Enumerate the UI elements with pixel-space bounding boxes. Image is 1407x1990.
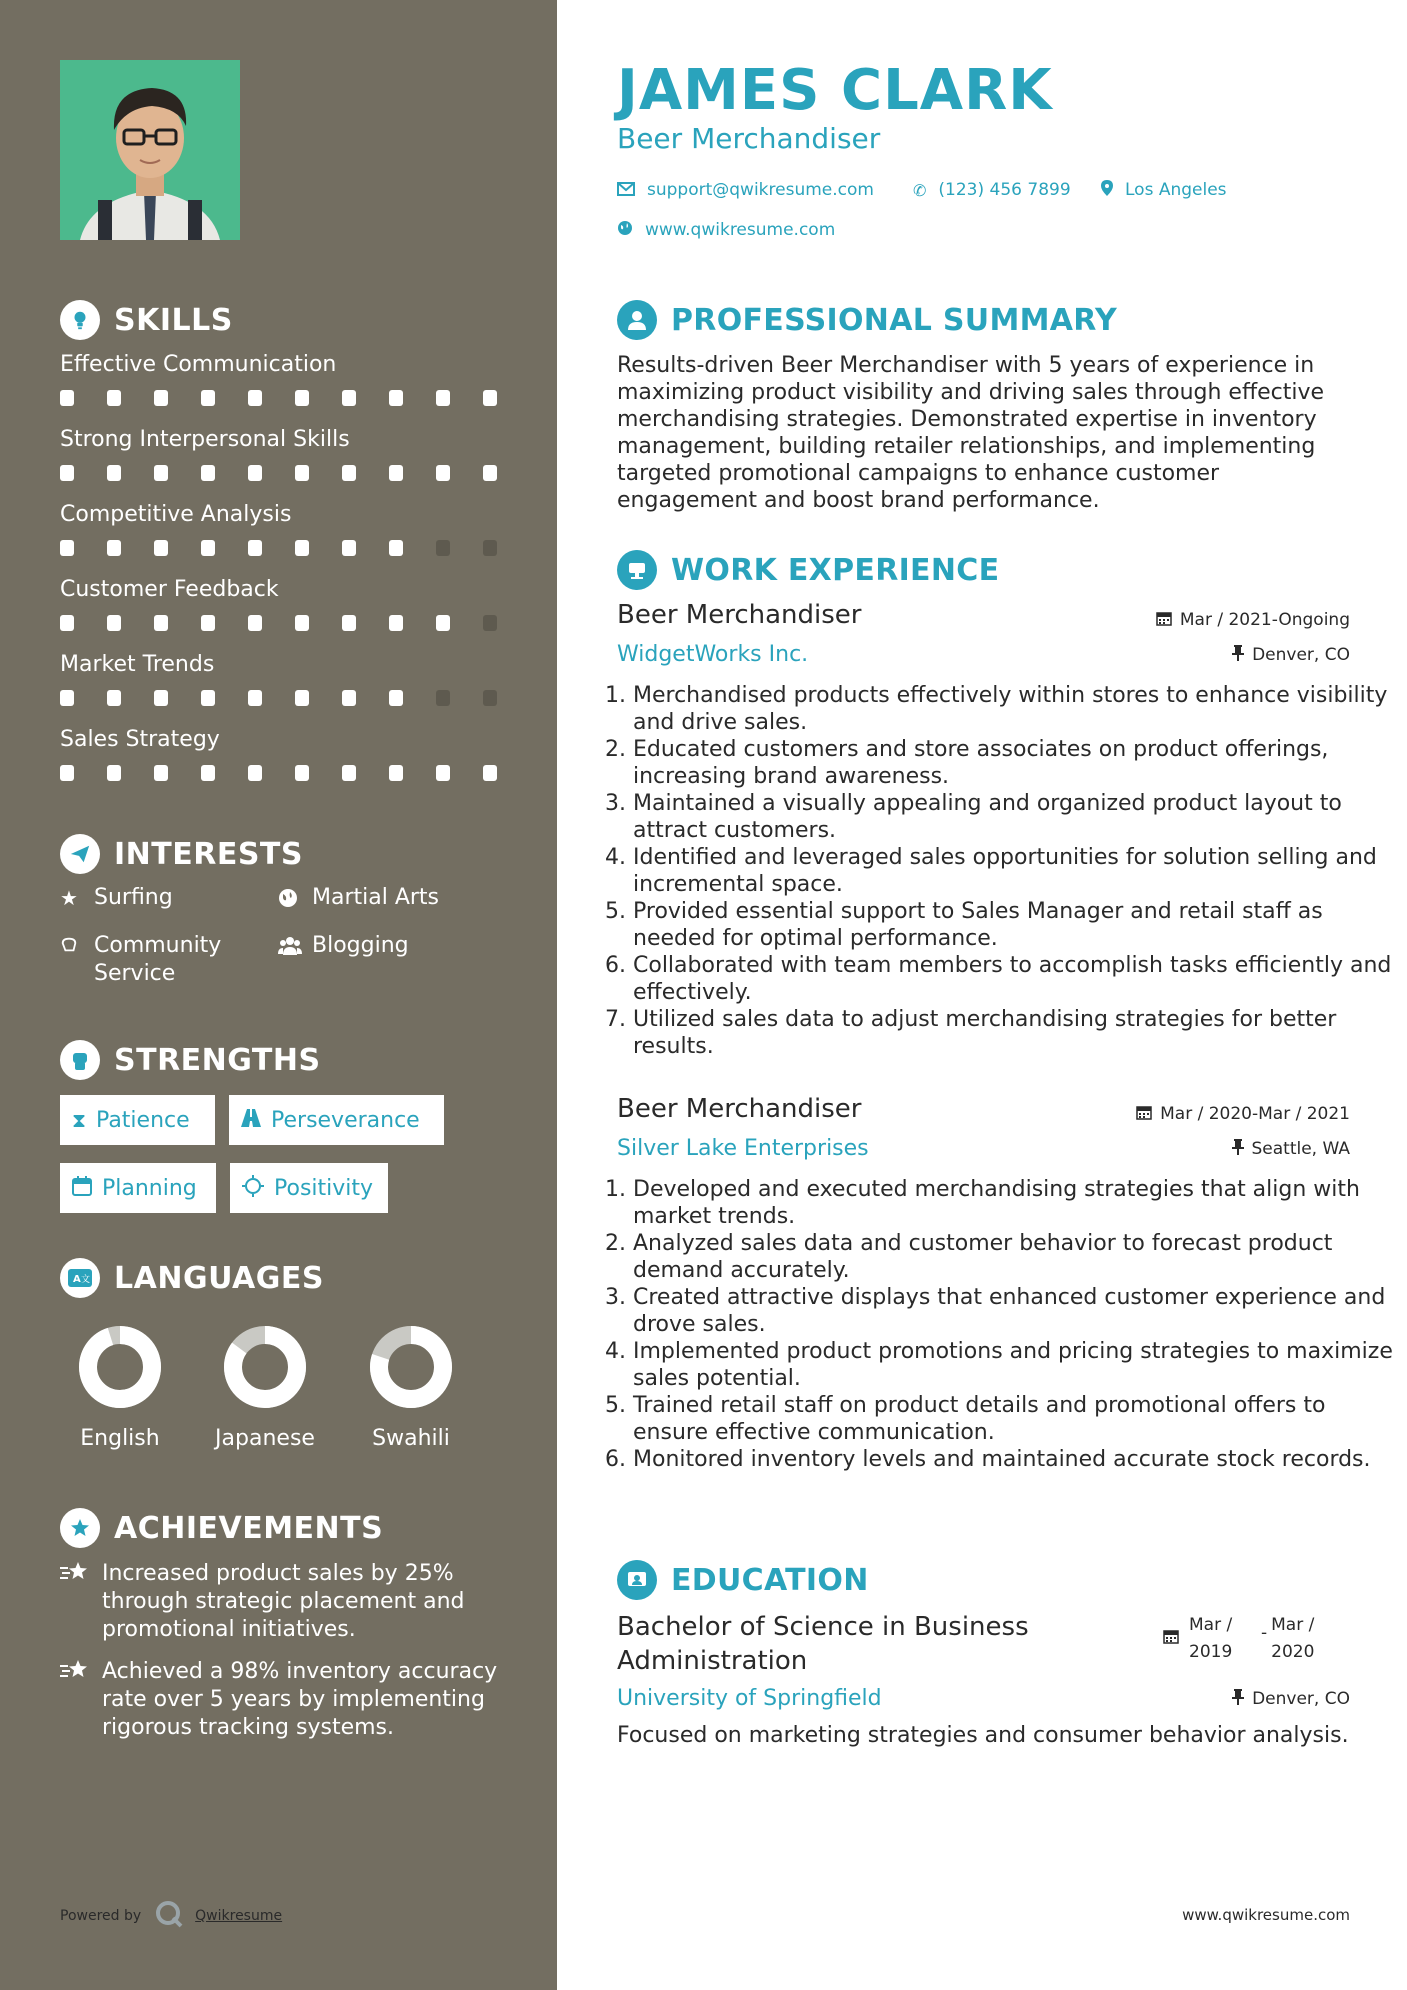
achievements-header [60, 1508, 383, 1548]
website-contact [617, 220, 835, 240]
phone-icon: ✆ [913, 180, 927, 200]
rating-dot-filled [248, 765, 262, 781]
job-bullet: 1. Developed and executed merchandising strategies that align with market trends. [633, 1176, 1393, 1230]
strength-label: Patience [96, 1107, 190, 1133]
job-bullet: 6. Collaborated with team members to accomplish tasks efficiently and effectively. [633, 952, 1393, 1006]
rating-dot-filled [154, 465, 168, 481]
skill-name: Strong Interpersonal Skills [60, 427, 350, 452]
rating-dot-filled [201, 690, 215, 706]
rating-dot-filled [201, 540, 215, 556]
rating-dot-filled [295, 390, 309, 406]
language-donut [366, 1322, 456, 1412]
achievement-item [60, 1658, 500, 1742]
interest-label: Blogging [312, 933, 409, 958]
skill-name: Effective Communication [60, 352, 337, 377]
envelope-icon [617, 181, 635, 200]
job-bullet: 3. Created attractive displays that enhanced customer experience and drove sales. [633, 1284, 1393, 1338]
edu-end: Mar / 2020 [1271, 1615, 1315, 1662]
rating-dot-filled [248, 540, 262, 556]
education-title: EDUCATION [671, 1562, 869, 1598]
edu-dash: - [1261, 1623, 1268, 1643]
language-label: Swahili [372, 1426, 450, 1451]
pushpin-icon [1232, 1689, 1244, 1709]
calendar-icon [1163, 1626, 1179, 1653]
strength-chip [60, 1163, 216, 1213]
strength-label: Planning [102, 1175, 197, 1201]
user-icon [617, 300, 657, 340]
strength-label: Perseverance [271, 1107, 420, 1133]
skill-rating [60, 615, 500, 631]
job-bullet: 1. Merchandised products effectively within stores to enhance visibility and drive sales. [633, 682, 1393, 736]
rating-dot-filled [107, 690, 121, 706]
rating-dot-filled [201, 465, 215, 481]
phone-contact [913, 180, 1071, 200]
rating-dot-filled [107, 390, 121, 406]
interest-item [278, 932, 409, 963]
job-company: WidgetWorks Inc. [617, 642, 809, 667]
interest-item [60, 932, 260, 988]
rating-dot-filled [342, 540, 356, 556]
rating-dot-filled [389, 465, 403, 481]
svg-text:A: A [73, 1274, 81, 1285]
footer-website-link[interactable]: www.qwikresume.com [1182, 1906, 1350, 1924]
rating-dot-filled [436, 390, 450, 406]
globe-icon [278, 884, 300, 915]
rating-dot-filled [295, 615, 309, 631]
users-icon [278, 932, 300, 963]
rating-dot-filled [248, 465, 262, 481]
interests-title: INTERESTS [114, 836, 303, 872]
job-title: Beer Merchandiser [617, 1094, 862, 1124]
rating-dot-filled [107, 540, 121, 556]
summary-title: PROFESSIONAL SUMMARY [671, 302, 1118, 338]
rating-dot-filled [389, 615, 403, 631]
education-description: Focused on marketing strategies and consumer behavior analysis. [617, 1723, 1349, 1748]
education-dates [1163, 1612, 1321, 1666]
interest-label: Community Service [94, 933, 222, 986]
strength-chip [229, 1095, 444, 1145]
experience-header [617, 550, 999, 590]
job-bullets [597, 1176, 1393, 1473]
rating-dot-filled [483, 390, 497, 406]
skill-rating [60, 765, 500, 781]
rating-dot-filled [389, 765, 403, 781]
pushpin-icon [1232, 645, 1244, 665]
rating-dot-empty [436, 540, 450, 556]
hourglass-icon: ⧗ [72, 1108, 87, 1132]
education-location [1232, 1689, 1350, 1709]
achievements-title: ACHIEVEMENTS [114, 1510, 384, 1546]
languages-title: LANGUAGES [114, 1260, 324, 1296]
job-bullets [597, 682, 1393, 1060]
summary-header [617, 300, 1117, 340]
rating-dot-filled [60, 615, 74, 631]
skill-row [60, 427, 500, 481]
profile-photo [60, 60, 240, 240]
rating-dot-filled [154, 765, 168, 781]
website-link[interactable]: www.qwikresume.com [645, 220, 836, 240]
skill-row [60, 652, 500, 706]
road-icon [241, 1108, 261, 1132]
donut-fill [88, 1335, 152, 1399]
rating-dot-filled [295, 690, 309, 706]
rating-dot-filled [60, 765, 74, 781]
calendar-icon [1156, 610, 1172, 630]
job-bullet: 7. Utilized sales data to adjust merchandising strategies for better results. [633, 1006, 1393, 1060]
avatar-illustration [60, 60, 240, 240]
language-label: English [80, 1426, 160, 1451]
rating-dot-filled [107, 765, 121, 781]
rating-dot-filled [389, 690, 403, 706]
education-location-text: Denver, CO [1252, 1689, 1350, 1709]
strengths-header [60, 1040, 321, 1080]
fist-icon [60, 1040, 100, 1080]
globe-icon [617, 220, 633, 240]
strengths-title: STRENGTHS [114, 1042, 321, 1078]
skill-rating [60, 465, 500, 481]
job-bullet: 6. Monitored inventory levels and maintained accurate stock records. [633, 1446, 1393, 1473]
rating-dot-filled [60, 690, 74, 706]
interest-item [60, 884, 173, 912]
interest-label: Martial Arts [312, 885, 440, 910]
skill-row [60, 352, 500, 406]
shooting-star-icon [60, 1658, 90, 1742]
rating-dot-filled [60, 540, 74, 556]
star-icon: ★ [60, 886, 78, 910]
job-location [1232, 1139, 1351, 1159]
interest-item [278, 884, 439, 915]
achievement-text: Achieved a 98% inventory accuracy rate over 5 years by implementing rigorous tracking systems. [102, 1659, 498, 1740]
qwikresume-logo-icon [155, 1900, 183, 1932]
rating-dot-filled [107, 465, 121, 481]
svg-text:文: 文 [81, 1275, 91, 1285]
rating-dot-filled [248, 390, 262, 406]
shooting-star-icon [60, 1560, 90, 1644]
briefcase-icon [617, 550, 657, 590]
rating-dot-filled [342, 765, 356, 781]
job-bullet: 2. Analyzed sales data and customer behavior to forecast product demand accurately. [633, 1230, 1393, 1284]
language-item [346, 1322, 476, 1451]
skill-rating [60, 690, 500, 706]
rating-dot-empty [436, 690, 450, 706]
candidate-name: JAMES CLARK [617, 58, 1053, 123]
sidebar [0, 0, 557, 1990]
strength-chip [60, 1095, 215, 1145]
language-label: Japanese [215, 1426, 315, 1451]
rating-dot-filled [201, 765, 215, 781]
rating-dot-filled [342, 690, 356, 706]
calendar-icon [72, 1176, 92, 1201]
language-donut [75, 1322, 165, 1412]
skill-row [60, 502, 500, 556]
powered-label: Powered by [60, 1908, 142, 1924]
language-item [200, 1322, 330, 1451]
job-bullet: 4. Implemented product promotions and pricing strategies to maximize sales potential. [633, 1338, 1393, 1392]
email-contact [617, 180, 874, 200]
main-content [557, 0, 1407, 1990]
education-header [617, 1560, 869, 1600]
rating-dot-filled [342, 465, 356, 481]
job-bullet: 3. Maintained a visually appealing and organized product layout to attract customers. [633, 790, 1393, 844]
skill-name: Market Trends [60, 652, 215, 677]
edu-start: Mar / 2019 [1189, 1615, 1233, 1662]
qwikresume-link[interactable]: Qwikresume [195, 1908, 283, 1924]
rating-dot-filled [60, 465, 74, 481]
skills-title: SKILLS [114, 302, 233, 338]
location-text: Los Angeles [1125, 180, 1227, 200]
hand-icon [60, 932, 82, 961]
rating-dot-filled [295, 765, 309, 781]
calendar-icon [1136, 1104, 1152, 1124]
skill-name: Customer Feedback [60, 577, 279, 602]
skill-rating [60, 540, 500, 556]
languages-header [60, 1258, 324, 1298]
job-bullet: 5. Trained retail staff on product details and promotional offers to ensure effective communication. [633, 1392, 1393, 1446]
rating-dot-filled [389, 540, 403, 556]
lightbulb-icon [60, 300, 100, 340]
rating-dot-empty [483, 690, 497, 706]
job-company: Silver Lake Enterprises [617, 1136, 869, 1161]
job-dates [1156, 610, 1350, 630]
skill-rating [60, 390, 500, 406]
job-bullet: 4. Identified and leveraged sales opportunities for solution selling and incremental space. [633, 844, 1393, 898]
rating-dot-empty [483, 540, 497, 556]
skill-row [60, 577, 500, 631]
achievement-text: Increased product sales by 25% through strategic placement and promotional initiatives. [102, 1561, 465, 1642]
powered-by [60, 1900, 282, 1932]
job-dates-text: Mar / 2021-Ongoing [1179, 610, 1350, 630]
rating-dot-filled [483, 465, 497, 481]
rating-dot-filled [436, 465, 450, 481]
paper-plane-icon [60, 834, 100, 874]
trophy-star-icon [60, 1508, 100, 1548]
email-link[interactable]: support@qwikresume.com [647, 180, 874, 200]
interests-header [60, 834, 303, 874]
rating-dot-filled [60, 390, 74, 406]
skill-name: Competitive Analysis [60, 502, 292, 527]
strength-label: Positivity [274, 1175, 374, 1201]
rating-dot-filled [295, 540, 309, 556]
job-bullet: 2. Educated customers and store associates on product offerings, increasing brand awareness. [633, 736, 1393, 790]
rating-dot-filled [342, 615, 356, 631]
map-pin-icon [1101, 180, 1113, 200]
rating-dot-filled [436, 765, 450, 781]
skills-header [60, 300, 233, 340]
rating-dot-empty [483, 615, 497, 631]
strength-chip [230, 1163, 388, 1213]
rating-dot-filled [201, 615, 215, 631]
sun-icon [242, 1175, 264, 1202]
school-name: University of Springfield [617, 1686, 882, 1711]
rating-dot-filled [295, 465, 309, 481]
rating-dot-filled [107, 615, 121, 631]
job-location-text: Denver, CO [1252, 645, 1350, 665]
translate-icon [60, 1258, 100, 1298]
achievement-item [60, 1560, 500, 1644]
language-item [55, 1322, 185, 1451]
phone-text: (123) 456 7899 [938, 180, 1071, 200]
language-donut [220, 1322, 310, 1412]
job-title: Beer Merchandiser [617, 600, 862, 630]
location-contact [1101, 180, 1227, 200]
job-bullet: 5. Provided essential support to Sales Manager and retail staff as needed for optimal performance. [633, 898, 1393, 952]
job-location [1232, 645, 1350, 665]
rating-dot-filled [154, 390, 168, 406]
job-dates [1136, 1104, 1350, 1124]
skill-row [60, 727, 500, 781]
job-location-text: Seattle, WA [1251, 1139, 1350, 1159]
rating-dot-filled [342, 390, 356, 406]
skill-name: Sales Strategy [60, 727, 220, 752]
job-dates-text: Mar / 2020-Mar / 2021 [1160, 1104, 1350, 1124]
graduation-icon [617, 1560, 657, 1600]
rating-dot-filled [436, 615, 450, 631]
rating-dot-filled [154, 540, 168, 556]
interest-label: Surfing [94, 885, 173, 910]
rating-dot-filled [483, 765, 497, 781]
rating-dot-filled [201, 390, 215, 406]
candidate-role: Beer Merchandiser [617, 122, 881, 155]
rating-dot-filled [154, 615, 168, 631]
rating-dot-filled [248, 690, 262, 706]
rating-dot-filled [389, 390, 403, 406]
summary-text: Results-driven Beer Merchandiser with 5 years of experience in maximizing product visibility and driving sales through effective merchandising strategies. Demonstrated expertise in inventory management, building retailer relationships, and implementing targeted promotional campaigns to enhance customer engagement and boost brand performance. [617, 353, 1325, 513]
rating-dot-filled [154, 690, 168, 706]
experience-title: WORK EXPERIENCE [671, 552, 1000, 588]
pushpin-icon [1232, 1139, 1244, 1159]
degree-title: Bachelor of Science in Business Administration [617, 1612, 1029, 1676]
rating-dot-filled [248, 615, 262, 631]
